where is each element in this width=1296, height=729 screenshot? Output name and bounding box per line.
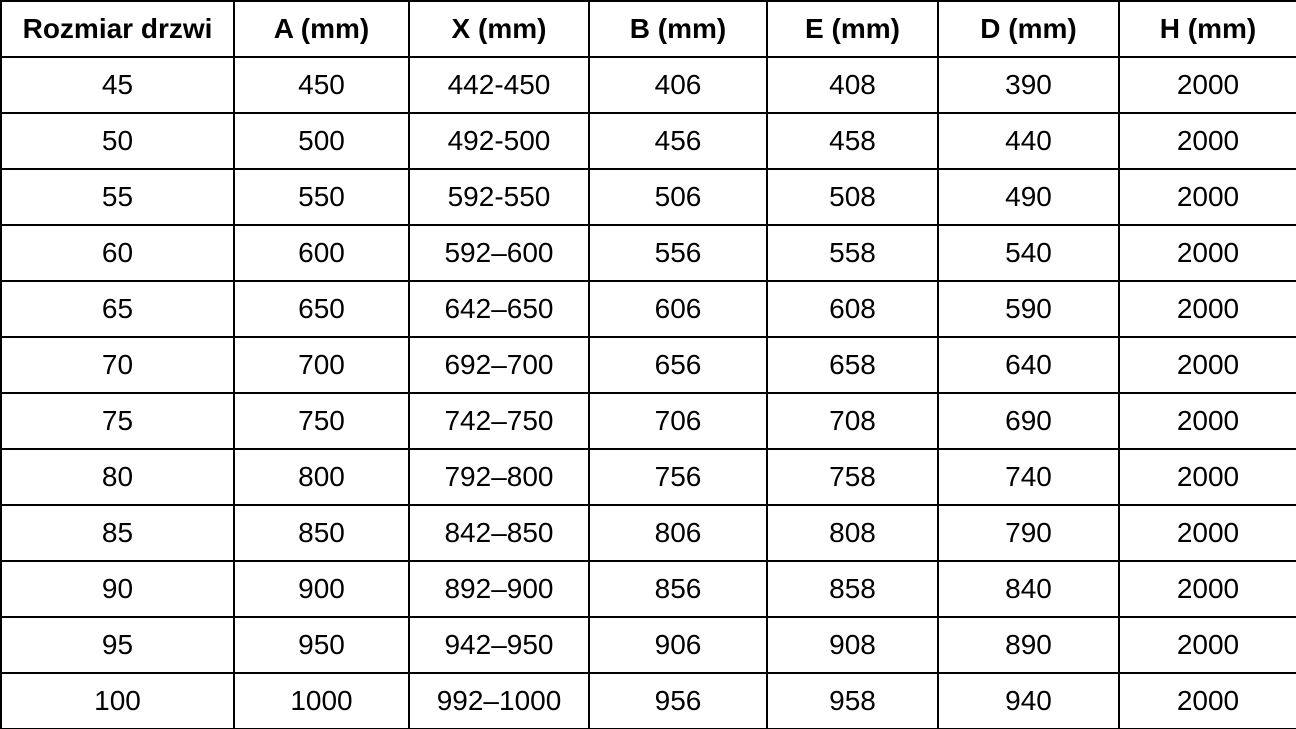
table-cell: 592-550 (409, 169, 589, 225)
table-cell: 606 (589, 281, 767, 337)
table-header-row (1, 1, 1296, 57)
table-cell: 690 (938, 393, 1119, 449)
table-cell: 758 (767, 449, 938, 505)
table-cell: 700 (234, 337, 409, 393)
table-cell: 490 (938, 169, 1119, 225)
table-cell: 50 (1, 113, 234, 169)
table-cell: 2000 (1119, 113, 1296, 169)
table-cell: 2000 (1119, 561, 1296, 617)
table-cell: 440 (938, 113, 1119, 169)
column-header: D (mm) (938, 1, 1119, 57)
table-cell: 592–600 (409, 225, 589, 281)
column-header: X (mm) (409, 1, 589, 57)
table-cell: 500 (234, 113, 409, 169)
table-cell: 540 (938, 225, 1119, 281)
table-cell: 600 (234, 225, 409, 281)
table-cell: 80 (1, 449, 234, 505)
table-cell: 792–800 (409, 449, 589, 505)
table-cell: 842–850 (409, 505, 589, 561)
table-cell: 442-450 (409, 57, 589, 113)
table-cell: 406 (589, 57, 767, 113)
table-cell: 60 (1, 225, 234, 281)
table-cell: 2000 (1119, 281, 1296, 337)
table-cell: 992–1000 (409, 673, 589, 729)
table-cell: 706 (589, 393, 767, 449)
table-cell: 808 (767, 505, 938, 561)
table-cell: 642–650 (409, 281, 589, 337)
table-cell: 858 (767, 561, 938, 617)
column-header: A (mm) (234, 1, 409, 57)
table-cell: 508 (767, 169, 938, 225)
table-cell: 556 (589, 225, 767, 281)
table-cell: 90 (1, 561, 234, 617)
table-cell: 65 (1, 281, 234, 337)
table-row (1, 113, 1296, 169)
table-cell: 558 (767, 225, 938, 281)
table-cell: 100 (1, 673, 234, 729)
table-cell: 492-500 (409, 113, 589, 169)
table-cell: 790 (938, 505, 1119, 561)
table-cell: 45 (1, 57, 234, 113)
table-cell: 55 (1, 169, 234, 225)
table-cell: 742–750 (409, 393, 589, 449)
table-cell: 1000 (234, 673, 409, 729)
table-row (1, 281, 1296, 337)
table-row (1, 561, 1296, 617)
table-row (1, 225, 1296, 281)
table-cell: 890 (938, 617, 1119, 673)
table-cell: 2000 (1119, 57, 1296, 113)
table-row (1, 449, 1296, 505)
table-row (1, 617, 1296, 673)
table-cell: 950 (234, 617, 409, 673)
table-cell: 2000 (1119, 617, 1296, 673)
table-cell: 2000 (1119, 169, 1296, 225)
table-cell: 2000 (1119, 505, 1296, 561)
table-cell: 640 (938, 337, 1119, 393)
table-cell: 900 (234, 561, 409, 617)
table-row (1, 57, 1296, 113)
table-cell: 85 (1, 505, 234, 561)
table-row (1, 505, 1296, 561)
table-cell: 2000 (1119, 673, 1296, 729)
table-cell: 892–900 (409, 561, 589, 617)
table-cell: 408 (767, 57, 938, 113)
table-cell: 908 (767, 617, 938, 673)
table-cell: 658 (767, 337, 938, 393)
table-cell: 806 (589, 505, 767, 561)
table-cell: 390 (938, 57, 1119, 113)
table-cell: 608 (767, 281, 938, 337)
table-cell: 800 (234, 449, 409, 505)
table-cell: 956 (589, 673, 767, 729)
table-row (1, 169, 1296, 225)
table-cell: 70 (1, 337, 234, 393)
table-cell: 942–950 (409, 617, 589, 673)
table-cell: 692–700 (409, 337, 589, 393)
table-cell: 506 (589, 169, 767, 225)
table-cell: 850 (234, 505, 409, 561)
table-cell: 450 (234, 57, 409, 113)
table-cell: 2000 (1119, 225, 1296, 281)
table-cell: 2000 (1119, 337, 1296, 393)
table-cell: 756 (589, 449, 767, 505)
table-cell: 656 (589, 337, 767, 393)
table-cell: 940 (938, 673, 1119, 729)
column-header: Rozmiar drzwi (1, 1, 234, 57)
table-cell: 750 (234, 393, 409, 449)
table-cell: 708 (767, 393, 938, 449)
table-cell: 906 (589, 617, 767, 673)
column-header: H (mm) (1119, 1, 1296, 57)
table-cell: 650 (234, 281, 409, 337)
table-cell: 740 (938, 449, 1119, 505)
table-cell: 75 (1, 393, 234, 449)
table-row (1, 337, 1296, 393)
table-row (1, 393, 1296, 449)
table-cell: 2000 (1119, 449, 1296, 505)
table-cell: 458 (767, 113, 938, 169)
table-cell: 840 (938, 561, 1119, 617)
column-header: E (mm) (767, 1, 938, 57)
column-header: B (mm) (589, 1, 767, 57)
table-cell: 2000 (1119, 393, 1296, 449)
table-row (1, 673, 1296, 729)
table-cell: 958 (767, 673, 938, 729)
table-cell: 95 (1, 617, 234, 673)
table-cell: 590 (938, 281, 1119, 337)
table-cell: 856 (589, 561, 767, 617)
table-cell: 456 (589, 113, 767, 169)
table-cell: 550 (234, 169, 409, 225)
